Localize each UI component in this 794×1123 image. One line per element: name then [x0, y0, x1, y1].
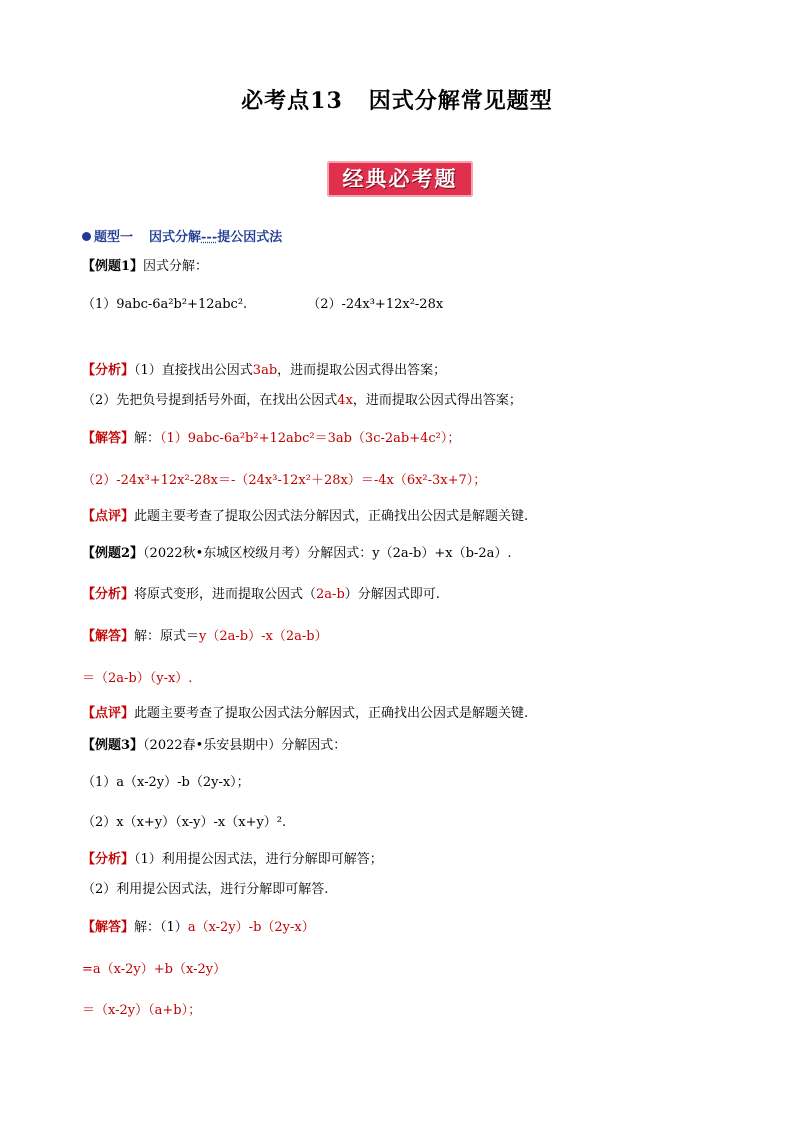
analysis-text: （1）利用提公因式法，进行分解即可解答；: [134, 852, 383, 867]
example-2-analysis: [82, 586, 440, 604]
analysis-factor: 3ab: [252, 363, 278, 378]
analysis-tag: 【分析】: [82, 363, 135, 378]
example-2-answer-1: [82, 628, 328, 646]
analysis-tag: 【分析】: [82, 587, 135, 602]
example-3-q1: [82, 774, 250, 792]
example-1-comment: [82, 508, 528, 526]
answer-lead: 解：: [134, 920, 161, 935]
example-3-analysis-2: [82, 881, 328, 899]
analysis-text: ，进而提取公因式得出答案；: [277, 363, 447, 378]
example-1-q2: （2）-24x³+12x²-28x: [307, 297, 444, 312]
example-2-comment: [82, 705, 528, 723]
example-1-q1: （1）9abc-6a²b²+12abc².: [82, 297, 248, 312]
answer-step: a（x-2y）-b（2y-x）: [187, 920, 315, 935]
analysis-text: （2）先把负号提到括号外面，在找出公因式: [82, 393, 338, 408]
example-3-answer-1: [82, 919, 315, 937]
example-1-answer-1: [82, 430, 460, 448]
analysis-text: （2）利用提公因式法，进行分解即可解答.: [82, 882, 329, 897]
analysis-text: 将原式变形，进而提取公因式（: [134, 587, 317, 602]
analysis-text: ，进而提取公因式得出答案；: [352, 393, 522, 408]
example-3-answer-3: [82, 1002, 201, 1020]
comment-text: 此题主要考查了提取公因式法分解因式，正确找出公因式是解题关键.: [134, 706, 529, 721]
answer-step: y（2a-b）-x（2a-b）: [199, 629, 328, 644]
example-2-tag: 【例题2】: [82, 546, 144, 561]
answer-tag: 【解答】: [82, 629, 135, 644]
answer-lead: 解：原式＝: [134, 629, 200, 644]
answer-lead: 解：: [134, 431, 161, 446]
example-1-heading: [82, 258, 208, 276]
example-3-prompt: （2022春•乐安县期中）分解因式：: [143, 738, 347, 753]
example-3-q2: [82, 814, 286, 832]
comment-tag: 【点评】: [82, 509, 135, 524]
analysis-text: ）分解因式即可.: [344, 587, 440, 602]
title-topic: 因式分解常见题型: [368, 88, 553, 114]
comment-tag: 【点评】: [82, 706, 135, 721]
example-3-analysis-1: [82, 851, 383, 869]
analysis-tag: 【分析】: [82, 852, 135, 867]
example-2-prompt: （2022秋•东城区校级月考）分解因式：y（2a-b）+x（b-2a）.: [143, 546, 512, 561]
answer-index: （1）: [160, 920, 188, 935]
example-1-prompt: 因式分解：: [143, 259, 209, 274]
analysis-text: （1）直接找出公因式: [134, 363, 253, 378]
example-2-answer-2: [82, 670, 192, 688]
example-1-analysis-1: [82, 362, 446, 380]
example-3-heading: [82, 737, 346, 755]
example-3-tag: 【例题3】: [82, 738, 144, 753]
answer-step: ＝（x-2y）（a+b）；: [82, 1003, 202, 1018]
comment-text: 此题主要考查了提取公因式法分解因式，正确找出公因式是解题关键.: [134, 509, 529, 524]
page-title: [0, 84, 794, 115]
answer-tag: 【解答】: [82, 920, 135, 935]
analysis-factor: 4x: [337, 393, 353, 408]
section-topic-b: 提公因式法: [217, 230, 283, 245]
example-1-analysis-2: [82, 392, 522, 410]
analysis-factor: 2a-b: [316, 587, 345, 602]
answer-step: （1）9abc-6a²b²+12abc²＝3ab（3c-2ab+4c²）；: [160, 431, 461, 446]
example-3-answer-2: [82, 961, 226, 979]
section-label: 题型一: [94, 230, 134, 245]
section-topic-a: 因式分解: [149, 230, 202, 245]
answer-tag: 【解答】: [82, 431, 135, 446]
section-sep: ---: [201, 230, 218, 245]
answer-step: （2）-24x³+12x²-28x＝-（24x³-12x²＋28x）＝-4x（6x²-3x+7）；: [82, 473, 487, 488]
title-number: 必考点13: [241, 88, 343, 114]
example-1-questions: [82, 296, 443, 314]
question-text: （2）x（x+y）（x-y）-x（x+y）².: [82, 815, 287, 830]
section-banner: 经典必考题: [327, 161, 473, 197]
section-heading: [82, 229, 282, 247]
answer-step: ＝（2a-b）（y-x）.: [82, 671, 193, 686]
bullet-dot-icon: [82, 232, 91, 241]
answer-step: =a（x-2y）+b（x-2y）: [82, 962, 227, 977]
example-1-answer-2: [82, 472, 486, 490]
example-2-heading: [82, 545, 511, 563]
example-1-tag: 【例题1】: [82, 259, 144, 274]
question-text: （1）a（x-2y）-b（2y-x）；: [82, 775, 250, 790]
